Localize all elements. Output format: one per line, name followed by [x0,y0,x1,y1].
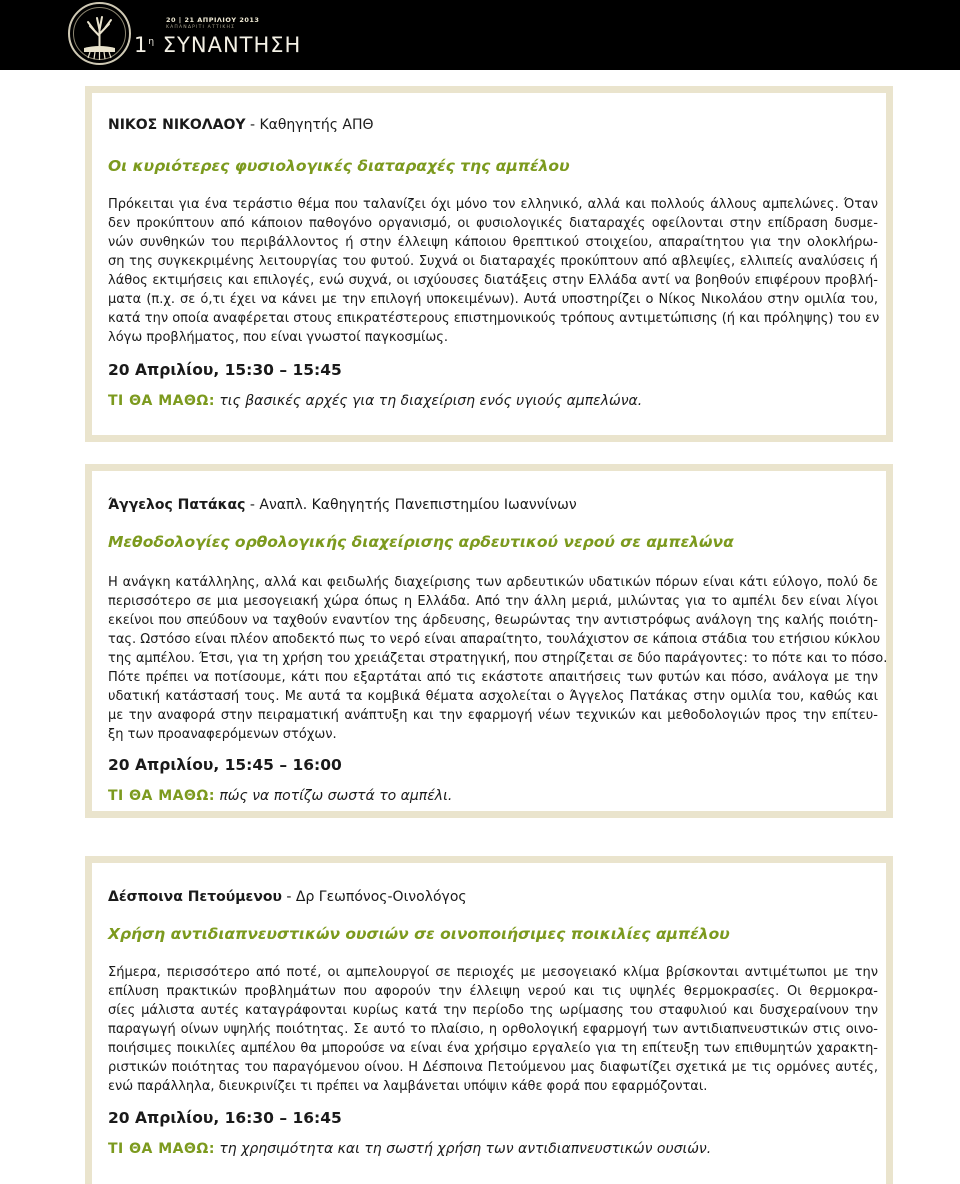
description-line: ποιήσιμες ποικιλίες αμπέλου θα μπορούσε να είναι ένα χρήσιμο εργαλείο για τη επίτευξη των επιθυμητών χαρακτη- [108,1041,878,1056]
description-line: δεν προκύπτουν από κάποιον παθογόνο οργανισμό, οι φυσιολογικές διαταραχές οφείλονται στην επίδραση δυσμε- [108,216,878,231]
speaker-line [108,497,577,513]
event-title-num: 1 [134,33,149,57]
description-line: παραγωγή οίνων υψηλής ποιότητας. Σε αυτό το πλαίσιο, η ορθολογική εφαρμογή των αντιδιαπνευστικών στις οινο- [108,1022,878,1037]
learn-text: τη χρησιμότητα και τη σωστή χρήση των αντιδιαπνευστικών ουσιών. [219,1141,712,1157]
session-description [108,963,878,1096]
description-line: λόγω προβλήματος, που είναι γνωστοί παγκοσμίως. [108,330,449,345]
session-card [85,464,893,818]
description-line: εκείνοι που σπεύδουν να ταχθούν εναντίον της άρδευσης, θεωρώντας την αντιστρόφως ανάλογη της καλής ποιότη- [108,613,878,628]
learn-line [108,1141,711,1157]
session-topic: Χρήση αντιδιαπνευστικών ουσιών σε οινοποιήσιμες ποικιλίες αμπέλου [108,925,730,943]
description-line: λάθος εκτιμήσεις και επιλογές, ενώ συχνά, οι ισχύουσες διατάξεις στην Ελλάδα αντί να βοηθούν επιφέρουν προβλή- [108,273,878,288]
description-line: επίλυση πρακτικών προβλημάτων που αφορούν την έλλειψη νερού και τις υψηλές θερμοκρασίες. Οι θερμοκρα- [108,984,878,999]
speaker-role: - Δρ Γεωπόνος-Οινολόγος [281,889,467,905]
event-title-sup: η [148,37,156,47]
session-card [85,86,893,442]
description-line: περισσότερο σε μια μεσογειακή χώρα όπως η Ελλάδα. Από την άλλη μεριά, μιλώντας για το αμπέλι δεν είναι λίγοι [108,594,878,609]
session-time: 20 Απριλίου, 16:30 – 16:45 [108,1109,342,1127]
description-line: ενώ παράλληλα, διευκρινίζει τι πρέπει να λαμβάνεται υπόψιν κάθε φορά που εφαρμόζονται. [108,1079,708,1094]
description-line: Πρόκειται για ένα τεράστιο θέμα που ταλανίζει όχι μόνο τον ελληνικό, αλλά και πολλούς άλλους αμπελώνες. Όταν [108,197,878,212]
description-line: με την αναφορά στην πειραματική ανάπτυξη και την εφαρμογή νέων τεχνικών και μεθοδολογιών προς την επίτευ- [108,708,878,723]
description-line: κατά την οποία αναφέρεται στους επικρατέστερους επιστημονικούς τρόπους αντιμετώπισης (ή και πρόληψης) του εν [108,311,880,326]
learn-text: τις βασικές αρχές για τη διαχείριση ενός υγιούς αμπελώνα. [219,393,643,409]
description-line: νών συνθηκών του περιβάλλοντος ή στην έλλειψη κάποιου θρεπτικού στοιχείου, απαραίτητου για την ολοκλήρω- [108,235,878,250]
event-title [134,33,301,57]
session-topic: Οι κυριότερες φυσιολογικές διαταραχές της αμπέλου [108,157,570,175]
speaker-line [108,889,467,905]
description-line: ριστικών ποιότητας του παραγόμενου οίνου. Η Δέσποινα Πετούμενου μας διαφωτίζει σχετικά με τις ορμόνες αυτές, [108,1060,878,1075]
description-line: ξη των προαναφερόμενων στόχων. [108,727,337,742]
tree-logo-icon [68,2,131,65]
session-time: 20 Απριλίου, 15:30 – 15:45 [108,361,342,379]
description-line: Η ανάγκη κατάλληλης, αλλά και φειδωλής διαχείρισης των αρδευτικών υδατικών πόρων είναι κάτι εύλογο, πολύ δε [108,575,878,590]
speaker-name: ΝΙΚΟΣ ΝΙΚΟΛΑΟΥ [108,117,246,133]
description-line: της αμπέλου. Έτσι, για τη χρήση του χρειάζεται στρατηγική, που στηρίζεται σε δύο παράγοντες: το πότε και το πόσο. [108,651,888,666]
event-dates-text: 20 | 21 ΑΠΡΙΛΙΟΥ 2013 [166,16,260,24]
session-description [108,195,878,347]
speaker-line [108,117,374,133]
event-location: ΚΑΠΑΝΔΡΙΤΙ ΑΤΤΙΚΗΣ [166,25,236,30]
speaker-name: Άγγελος Πατάκας [108,497,246,513]
description-line: ση της συγκεκριμένης λειτουργίας του φυτού. Συχνά οι διαταραχές προκύπτουν από αβλεψίες, ελλιπείς αναλύσεις ή [108,254,878,269]
description-line: Πότε πρέπει να ποτίσουμε, κάτι που εξαρτάται από τις εκάστοτε απαιτήσεις των φυτών και πόσο, ανάλογα με την [108,670,878,685]
session-card [85,856,893,1184]
learn-line [108,393,642,409]
speaker-role: - Καθηγητής ΑΠΘ [245,117,374,133]
description-line: τας. Ωστόσο είναι πλέον αποδεκτό πως το νερό είναι απαραίτητο, τουλάχιστον σε κάποια στάδια του ετήσιου κύκλου [108,632,881,647]
learn-line [108,788,452,804]
event-title-word: ΣΥΝΑΝΤΗΣΗ [162,33,302,57]
header-bar [0,0,960,70]
learn-label: ΤΙ ΘΑ ΜΑΘΩ: [108,788,215,804]
session-description [108,573,888,744]
description-line: υδατική κατάστασή τους. Με αυτά τα κομβικά θέματα ασχολείται ο Άγγελος Πατάκας στην ομιλία του, καθώς και [108,689,878,704]
learn-label: ΤΙ ΘΑ ΜΑΘΩ: [108,1141,215,1157]
session-topic: Μεθοδολογίες ορθολογικής διαχείρισης αρδευτικού νερού σε αμπελώνα [108,533,734,551]
description-line: ματα (π.χ. σε ό,τι έχει να κάνει με την επιλογή υποκειμένων). Αυτά υποστηρίζει ο Νίκος Νικολάου στην ομιλία του, [108,292,878,307]
description-line: σίες μάλιστα αυτές καταγράφονται κυρίως κατά την περίοδο της ωρίμασης του σταφυλιού και δυσχεραίνουν την [108,1003,878,1018]
speaker-name: Δέσποινα Πετούμενου [108,889,282,905]
session-time: 20 Απριλίου, 15:45 – 16:00 [108,756,342,774]
learn-label: ΤΙ ΘΑ ΜΑΘΩ: [108,393,215,409]
learn-text: πώς να ποτίζω σωστά το αμπέλι. [219,788,453,804]
event-dates [166,16,259,24]
description-line: Σήμερα, περισσότερο από ποτέ, οι αμπελουργοί σε περιοχές με μεσογειακό κλίμα βρίσκονται αντιμέτωποι με την [108,965,878,980]
speaker-role: - Αναπλ. Καθηγητής Πανεπιστημίου Ιωαννίνων [245,497,577,513]
